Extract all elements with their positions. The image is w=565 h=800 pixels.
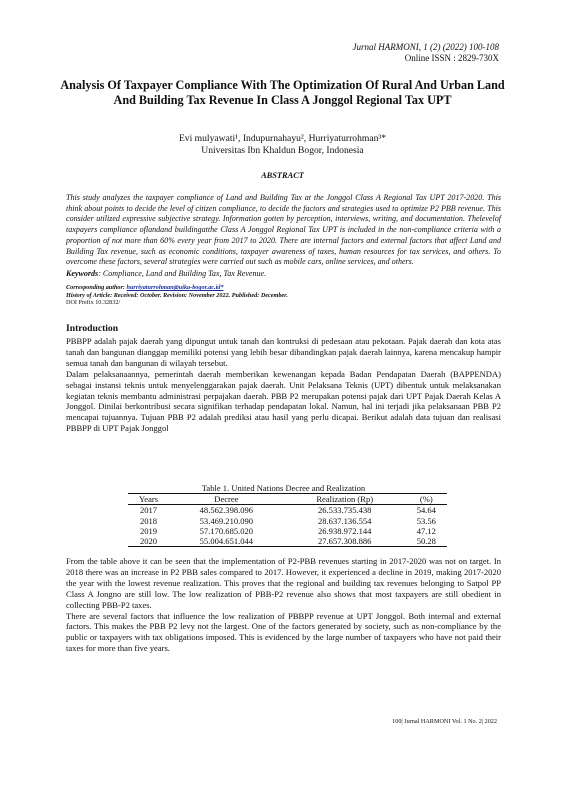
introduction-body — [66, 336, 501, 434]
cell-percent: 47.12 — [416, 525, 436, 536]
author-affiliation: Universitas Ibn Khaldun Bogor, Indonesia — [201, 144, 364, 156]
corr-email-link[interactable]: hurriyaturrohman@uika-bogor.ac.id* — [126, 284, 224, 291]
cell-year: 2020 — [128, 536, 169, 547]
intro-paragraph-1: PBBPP adalah pajak daerah yang dipungut untuk tanah dan kontruksi di pedesaan atau pekotaan. Pajak daerah dan kota atas tanah dan bangunan dianggap memiliki potensi yang lebih besar dibandingkan pajak daerah lainnya, karena mencakup hampir semua tanah dan bangunan di wilayah tersebut. — [66, 336, 501, 368]
keywords-label: Keywords — [66, 268, 99, 278]
keywords-text: : Compliance, Land and Building Tax, Tax Revenue. — [98, 268, 267, 278]
table-row — [128, 536, 447, 547]
doi-prefix: DOI Prefix 10.32832/ — [66, 299, 121, 307]
col-years: Years — [128, 494, 169, 505]
cell-realization: 27.657.308.886 — [284, 536, 406, 547]
decree-realization-table — [128, 493, 447, 547]
article-history — [66, 292, 501, 300]
cell-percent: 54.64 — [416, 505, 436, 516]
intro-paragraph-2: Dalam pelaksanaannya, pemerintah daerah memberikan kewenangan kepada Badan Pendapatan Daerah (BAPPENDA) sebagai instansi teknis untuk menyelenggarakan pajak daerah. Unit Pelaksana Teknis (UPT) dibentuk untuk melaksanakan kegiatan teknis membantu administrasi perpajakan daerah. PBB P2 merupakan potensi pajak dari UPT Pajak Daerah Kelas A Jonggol. Dinilai berkontribusi secara signifikan terhadap pendapatan lokal. Namun, hal ini terjadi jika pelaksanaan PBB P2 mencapai tujuannya. Tujuan PBB P2 adalah prediksi atau hasil yang perlu dicapai. Berikut adalah data tujuan dan realisasi PBBPP di UPT Pajak Jonggol — [66, 368, 501, 434]
author-names: Evi mulyawati¹, Indupurnahayu², Hurriyaturrohman³* — [178, 133, 387, 144]
cell-year: 2018 — [139, 515, 158, 526]
paper-title: Analysis Of Taxpayer Compliance With The Optimization Of Rural And Urban Land And Building Tax Revenue In Class A Jonggol Regional Tax UPT — [60, 78, 505, 107]
cell-decree: 53.469.210.090 — [199, 515, 254, 526]
introduction-heading: Introduction — [66, 323, 119, 334]
corr-label: Corresponding author: — [66, 284, 125, 291]
page-footer: 100| Jurnal HARMONI Vol. 1 No. 2| 2022 — [392, 718, 497, 725]
col-percent: (%) — [406, 494, 447, 505]
table-caption: Table 1. United Nations Decree and Realization — [201, 483, 366, 493]
discussion-body — [66, 556, 501, 654]
journal-citation: Jurnal HARMONI, 1 (2) (2022) 100-108 — [352, 42, 499, 52]
table-row — [128, 505, 447, 516]
table-row — [128, 516, 447, 526]
journal-header — [353, 42, 499, 64]
cell-realization: 26.938.972.144 — [318, 525, 372, 536]
cell-percent: 53.56 — [416, 515, 436, 526]
author-block — [60, 133, 505, 156]
cell-year: 2017 — [139, 505, 158, 516]
cell-decree: 48.562.398.096 — [199, 505, 254, 516]
article-meta — [66, 284, 501, 307]
keywords — [66, 269, 501, 280]
cell-year: 2019 — [139, 525, 158, 536]
journal-issn: Online ISSN : 2829-730X — [404, 53, 499, 63]
body-paragraph-1: From the table above it can be seen that the implementation of P2-PBB revenues starting in 2017-2020 was not on target. In 2018 there was an increase in P2 PBB sales compared to 2017. However, it experienced a decline in 2019, making 2017-2020 the year with the lowest revenue realization. This proves that the regional and building tax revenues belonging to Satpol PP Class A Jongno are still low. The low realization of PBB-P2 revenue also shows that most taxpayers are still obedient in collecting PBB-P2 taxes. — [66, 556, 501, 610]
abstract-section — [66, 193, 501, 280]
abstract-text: This study analyzes the taxpayer compliance of Land and Building Tax at the Jonggol Class A Regional Tax UPT 2017-2020. This think about points to decide the level of citizen compliance, to decide the factors and strategies used to optimize P2 PBB revenue. This consider utilized expressive subjective strategy. Information gotten by perception, interviews, writing, and documentation. Thelevelof taxpayers compliance oflandand buildingatthe Class A Jonggol Regional Tax UPT is included in the non-compliance criteria with a proportion of not more than 60% every year from 2017 to 2020. There are internal factors and external factors that affect Land and Building Tax revenue, such as economic conditions, taxpayer awareness of taxes, human resources for tax services, and others. To overcome these factors, several strategies were carried out such as mobile cars, online services, and others. — [66, 193, 501, 267]
cell-percent: 50.28 — [406, 536, 447, 547]
col-realization: Realization (Rp) — [284, 494, 406, 505]
cell-realization: 28.637.136.554 — [318, 515, 372, 526]
corresponding-author — [66, 284, 501, 292]
table-header-row — [128, 494, 447, 505]
history-text: Received: October. Revision: November 2022. Published: December. — [112, 291, 288, 299]
body-paragraph-2: There are several factors that influence the low realization of PBBPP revenue at UPT Jonggol. Both internal and external factors. This makes the PBB P2 levy not the largest. One of the factors generated by society, such as non-compliance by the public or taxpayers with tax obligations imposed. This is evidenced by the large number of taxpayers who have not paid their taxes for more than five years. — [66, 610, 501, 654]
cell-realization: 26.533.735.438 — [318, 505, 372, 516]
cell-decree: 57.170.685.020 — [199, 525, 254, 536]
col-decree: Decree — [169, 494, 284, 505]
table-row — [128, 526, 447, 536]
history-label: History of Article: — [66, 291, 113, 299]
cell-decree: 55.004.651.044 — [169, 536, 284, 547]
abstract-heading: ABSTRACT — [261, 171, 304, 180]
